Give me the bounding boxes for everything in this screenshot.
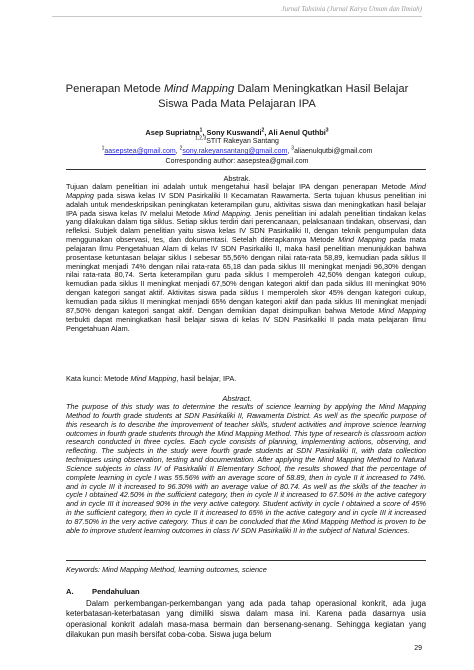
affiliation (0, 135, 474, 145)
header-rule (52, 16, 422, 17)
email-2-sup: 2 (179, 145, 183, 152)
abstract-top-rule (66, 169, 426, 170)
affiliation-text: STIT Rakeyan Santang (206, 138, 279, 145)
email-3-sup: 3 (291, 145, 295, 152)
author-3: Ali Aenul Quthbi (268, 128, 326, 137)
author-1-sup: 1 (199, 127, 203, 134)
kata-kunci (66, 374, 426, 383)
keywords: Keywords: Mind Mapping Method, learning outcomes, science (66, 565, 267, 574)
kata-kunci-label: Kata kunci: Metode (66, 374, 131, 383)
running-header: Jurnal Tahsinia (Jurnal Karya Umum dan Ilmiah) (281, 5, 422, 13)
author-2: Sony Kuswandi (206, 128, 262, 137)
email-3: aliaenulqutbi@gmail.com (294, 148, 373, 155)
section-number: A. (66, 587, 74, 596)
kata-kunci-italic: Mind Mapping (130, 374, 177, 383)
abstrak-heading: Abstrak. (223, 174, 251, 183)
abstrak-text: Tujuan dalam penelitian ini adalah untuk mengetahui hasil belajar IPA dengan penerapan Metode (66, 182, 411, 191)
abstract-heading: Abstract. (222, 394, 252, 403)
author-sep: , (264, 128, 269, 137)
abstrak-italic: Mind Mapping. (203, 208, 253, 218)
email-1-link[interactable]: aasepstea@gmail.com (104, 148, 176, 155)
abstrak-text: pada siswa kelas IV SDN Pasirkaliki II Kecamatan Rawamerta. Serta tujuan khusus penelitian ini adalah untuk mendeskripsikan peningkatan keterampilan guru, aktivitas siswa dan meningkatkan hasil belajar IPA pada siswa kelas IV melalui Metode (66, 190, 426, 218)
affiliation-sup: 1,2,3 (195, 135, 207, 142)
author-2-sup: 2 (261, 127, 265, 134)
title-part2: Dalam Meningkatkan Hasil Belajar Siswa Pada Mata Pelajaran IPA (158, 83, 409, 110)
author-list (0, 128, 474, 137)
abstrak-text: Jenis penelitian ini adalah penelitian tindakan kelas yang dilakukan dalam tiga siklus. Setiap siklus terdiri dari perencanaan, pelaksanaan tindakan, observasi, dan refleksi. Subjek dalam penelitian yaitu siswa kelas IV SDN Pasirkaliki II, dengan teknik pengumpulan data menggunakan observasi, tes, dan dokumentasi. Setelah diterapkannya Metode (66, 208, 426, 245)
intro-paragraph: Dalam perkembangan-perkembangan yang ada pada tahap operasional konkrit, ada juga keterbatasan-keterbatasan yang dimiliki siswa dalam masa ini. Karena pada dasarnya usia operasional konkrit adalah masa-masa bermain dan bersenang-senang. Sehingga kegiatan yang dilakukan pun masih bersifat coba-coba. Siswa juga belum (66, 599, 426, 639)
keywords-rule (66, 560, 426, 561)
author-3-sup: 3 (325, 127, 329, 134)
abstrak-italic: Mind Mapping (66, 182, 426, 200)
abstrak-body (66, 183, 426, 333)
section-heading (66, 587, 140, 596)
kata-kunci-rest: , hasil belajar, IPA. (176, 374, 237, 383)
author-sep: , (202, 128, 207, 137)
corresponding-author: Corresponding author: aasepstea@gmail.com (165, 158, 309, 165)
abstrak-italic: Mind Mapping (338, 235, 386, 245)
page-number: 29 (414, 645, 422, 652)
abstrak-text: pada mata pelajaran Ilmu Pengetahuan Alam di kelas IV SDN Pasirkaliki II, maka hasil penelitian menunjukkan bahwa prosentase ketuntasan belajar siklus I sebesar 55,56% dengan nilai rata-rata 58,89, kemudian pada siklus II meningkat menjadi 74% dengan nilai rata-rata 65,18 dan pada siklus III meningkat menjadi 96,30% dengan nilai rata-rata 80,74. Serta keterampilan guru pada siklus I memperoleh 42,50% dengan kategori cukup, kemudian pada siklus II meningkat menjadi 67,50% dengan kategori aktif dan pada siklus III meningkat 90% dengan kategori sangat aktif. Aktivitas siswa pada siklus I memperoleh skor 45% dengan kategori cukup, kemudian pada siklus II meningkat menjadi 65% dengan kategori aktif dan pada siklus III meningkat menjadi 87,50% dengan kategori sangat aktif. Dengan demikian dapat disimpulkan bahwa Metode (66, 235, 426, 315)
title-part1: Penerapan Metode (65, 83, 164, 95)
section-title: Pendahuluan (92, 587, 140, 596)
title-italic: Mind Mapping (163, 83, 235, 95)
abstrak-italic: Mind Mapping (378, 305, 426, 315)
email-1-sup: 1 (101, 145, 105, 152)
abstract-body: The purpose of this study was to determine the results of science learning by applying the Mind Mapping Method to fourth grade students at SDN Pasirkaliki II, Rawamerta District. As well as the specific purpose of this research is to describe the improvement of teacher skills, student activities and improve science learning outcomes in fourth grade students through the Mind Mapping Method. This type of research is classroom action research conducted in three cycles. Each cycle consists of planning, implementing actions, observing, and reflecting. The subjects in the study were fourth grade students at SDN Pasirkaliki II, with data collection techniques using observation, testing and documentation. After applying the Mind Mapping Method to Natural Science subjects in class IV of Pasirkaliki II Elementary School, the results showed that the percentage of complete learning in cycle I was 55.56% with an average score of 58.89, then in cycle II it increased to 74%. and in cycle III it increased to 96.30% with an average value of 80.74. As well as the skills of the teacher in cycle I obtained 42.50% in the sufficient category, then in cycle II it increased to 67.50% in the active category and in cycle III it increased 90% in the very active category. Student activity in cycle I obtained a score of 45% in the sufficient category, then in cycle II it increased to 65% in the active category and in cycle III it increased to 87.50% in the very active category. Thus it can be concluded that the Mind Mapping Method is proven to be able to improve student learning outcomes in class IV SDN Pasirkaliki II in the subject of Natural Sciences. (66, 402, 426, 535)
email-2-link[interactable]: sony.rakeyansantang@gmail.com (182, 148, 288, 155)
paper-title (60, 82, 414, 112)
email-list: $^1$aasepstea@gmail.com, $^2$sony.rakeyansantang@gmail.com, $^3$aliaenulqutbi@gmail.com (101, 145, 373, 155)
abstrak-text: terbukti dapat meningkatkan hasil belajar siswa di kelas IV SDN Pasirkaliki II pada mata pelajaran Ilmu Pengetahuan Alam. (66, 314, 426, 333)
author-1: Asep Supriatna (145, 128, 200, 137)
